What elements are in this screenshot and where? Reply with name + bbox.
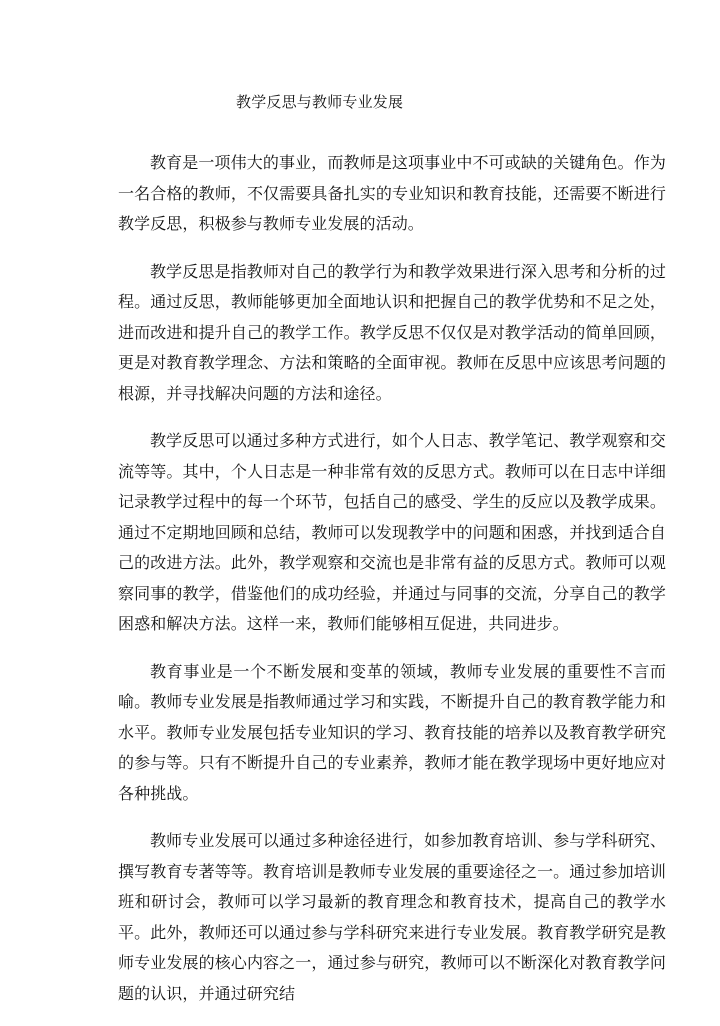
paragraph-2: 教学反思是指教师对自己的教学行为和教学效果进行深入思考和分析的过程。通过反思，教师能够更加全面地认识和把握自己的教学优势和不足之处，进而改进和提升自己的教学工作。教学反思不仅仅是对教学活动的简单回顾，更是对教育教学理念、方法和策略的全面审视。教师在反思中应该思考问题的根源，并寻找解决问题的方法和途径。 (118, 261, 666, 403)
paragraph-5: 教师专业发展可以通过多种途径进行，如参加教育培训、参与学科研究、撰写教育专著等等。教育培训是教师专业发展的重要途径之一。通过参加培训班和研讨会，教师可以学习最新的教育理念和教育技术，提高自己的教学水平。此外，教师还可以通过参与学科研究来进行专业发展。教育教学研究是教师专业发展的核心内容之一，通过参与研究，教师可以不断深化对教育教学问题的认识，并通过研究结 (118, 831, 666, 1003)
paragraph-1: 教育是一项伟大的事业，而教师是这项事业中不可或缺的关键角色。作为一名合格的教师，不仅需要具备扎实的专业知识和教育技能，还需要不断进行教学反思，积极参与教师专业发展的活动。 (118, 153, 666, 233)
document-body (118, 148, 666, 1026)
paragraph-3: 教学反思可以通过多种方式进行，如个人日志、教学笔记、教学观察和交流等等。其中，个人日志是一种非常有效的反思方式。教师可以在日志中详细记录教学过程中的每一个环节，包括自己的感受、学生的反应以及教学成果。通过不定期地回顾和总结，教师可以发现教学中的问题和困惑，并找到适合自己的改进方法。此外，教学观察和交流也是非常有益的反思方式。教师可以观察同事的教学，借鉴他们的成功经验，并通过与同事的交流，分享自己的教学困惑和解决方法。这样一来，教师们能够相互促进，共同进步。 (118, 431, 666, 633)
paragraph-4: 教育事业是一个不断发展和变革的领域，教师专业发展的重要性不言而喻。教师专业发展是指教师通过学习和实践，不断提升自己的教育教学能力和水平。教师专业发展包括专业知识的学习、教育技能的培养以及教育教学研究的参与等。只有不断提升自己的专业素养，教师才能在教学现场中更好地应对各种挑战。 (118, 661, 666, 803)
document-title: 教学反思与教师专业发展 (236, 93, 404, 111)
